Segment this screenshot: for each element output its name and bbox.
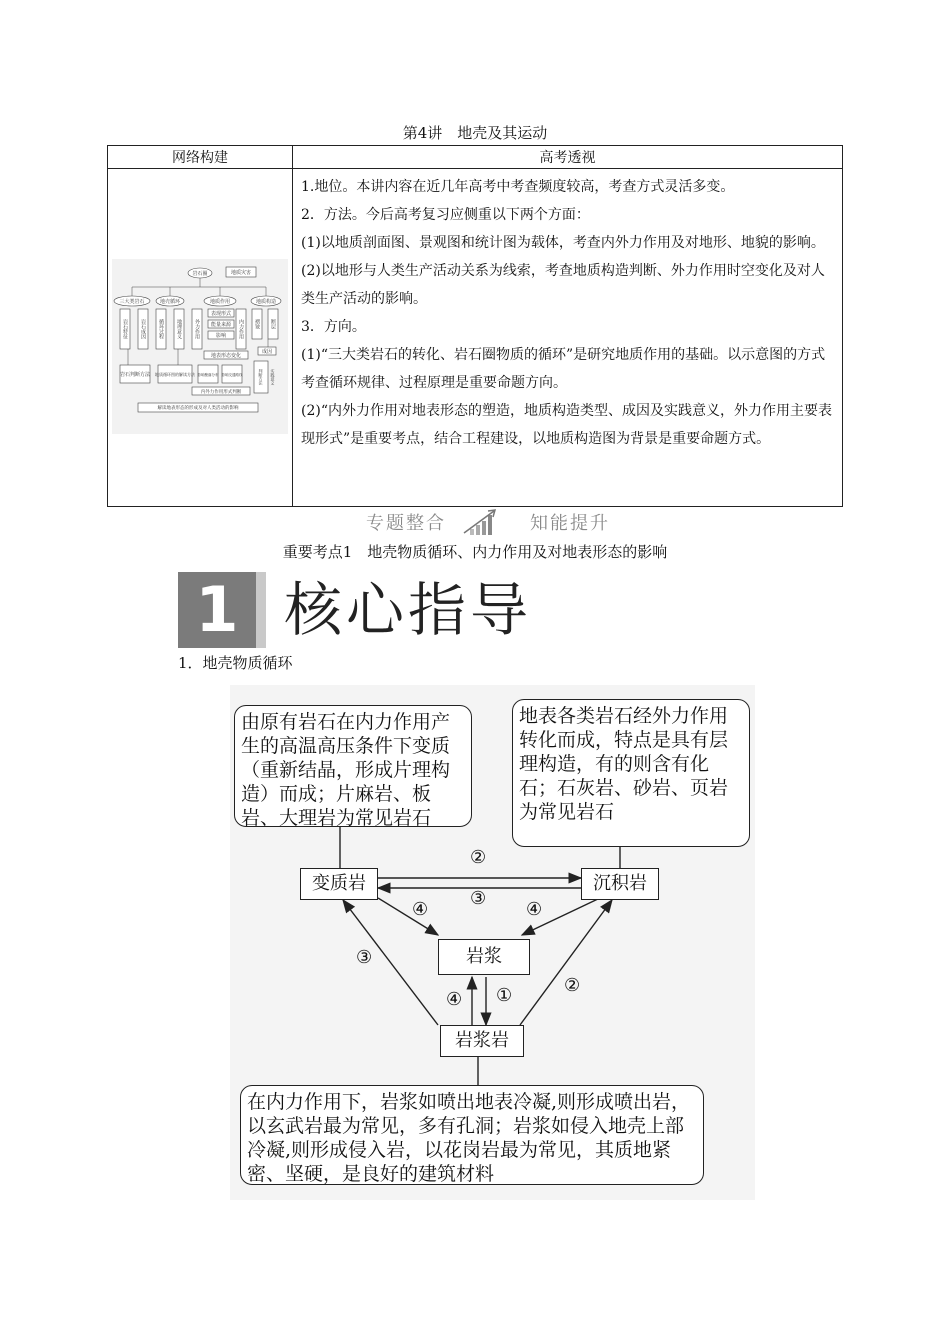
mindmap-branch-structure: 地质构造: [255, 299, 277, 305]
insight-line: (2)“内外力作用对地表形态的塑造，地质构造类型、成因及实践意义，外力作用主要表现形式”是重要考点，结合工程建设，以地质构造图为背景是重要命题方式。: [301, 403, 832, 447]
arrow-label-4-left: ④: [412, 899, 429, 920]
page-title: 第4讲 地壳及其运动: [402, 124, 548, 142]
overview-table: [107, 145, 843, 507]
mindmap-transport: 影响交通路线: [221, 373, 243, 377]
sedimentary-description: 地表各类岩石经外力作用转化而成，特点是具有层理构造，有的则含有化石；石灰岩、砂岩、页岩为常见岩石: [512, 699, 750, 847]
arrow-label-1: ①: [496, 985, 513, 1006]
mindmap-branch-geo-action: 地质作用: [209, 299, 231, 305]
mindmap-geo-meaning: 地理意义: [176, 319, 182, 339]
insight-line: (1)“三大类岩石的转化、岩石圈物质的循环”是研究地质作用的基础。以示意图的方式考查循环规律、过程原理是重要命题方向。: [301, 347, 826, 391]
metamorphic-description: 由原有岩石在内力作用产生的高温高压条件下变质（重新结晶，形成片理构造）而成；片麻岩、板岩、大理岩为常见岩石: [234, 705, 472, 827]
mindmap-bottom: 解读地表形态的形成及对人类活动的影响: [157, 406, 239, 411]
arrow-label-2-top: ②: [470, 847, 487, 868]
section-header: [178, 572, 538, 648]
mindmap-landform-change: 地表形态变化: [210, 353, 242, 359]
insight-line: 2．方法。今后高考复习应侧重以下两个方面：: [301, 207, 590, 223]
arrow-label-2-right: ②: [564, 975, 581, 996]
banner-left-text: 专题整合: [366, 513, 446, 534]
mindmap-branch-rocks: 三大类岩石: [119, 299, 145, 305]
arrow-label-3-mid: ③: [470, 888, 487, 909]
mindmap-rock-feature: 岩石特征: [122, 319, 128, 339]
insight-line: 3．方向。: [301, 319, 366, 335]
col-header-exam: 高考透视: [293, 146, 843, 169]
mindmap-rock-origin: 岩石成因: [140, 319, 146, 339]
igneous-rock-node: 岩浆岩: [440, 1025, 524, 1057]
arrow-label-4-right: ④: [526, 899, 543, 920]
banner-right-text: 知能提升: [530, 513, 610, 534]
mindmap-hazard: 地质灾害: [230, 270, 252, 276]
insight-line: (1)以地质剖面图、景观图和统计图为载体，考查内外力作用及对地形、地貌的影响。: [301, 235, 825, 251]
section-heading: 核心指导: [284, 576, 533, 644]
section-divider: [256, 572, 266, 648]
mindmap-root: 岩石圈: [192, 271, 208, 277]
arrow-label-4-bottom: ④: [446, 989, 463, 1010]
subheading: 1．地壳物质循环: [178, 654, 293, 672]
knowledge-mindmap: [108, 169, 292, 502]
mindmap-judge-method: 判断方法: [258, 369, 264, 385]
mindmap-branch-cycle: 地壳循环: [159, 299, 181, 305]
arrow-label-3-left: ③: [356, 947, 373, 968]
mindmap-cause: 成因: [261, 349, 273, 355]
mindmap-form: 表现形式: [210, 311, 232, 317]
exam-insight-cell: [293, 169, 843, 507]
mindmap-energy: 能量来源: [210, 322, 232, 328]
mindmap-cell: [108, 169, 293, 507]
metamorphic-rock-node: 变质岩: [300, 868, 378, 900]
section-number: 1: [178, 572, 256, 648]
mindmap-rock-method: 岩石判断方法: [119, 372, 151, 378]
section-banner: [310, 507, 640, 537]
key-point-heading: 重要考点1 地壳物质循环、内力作用及对地表形态的影响: [282, 543, 668, 561]
igneous-description: 在内力作用下，岩浆如喷出地表冷凝,则形成喷出岩，以玄武岩最为常见，多有孔洞；岩浆如侵入地壳上部冷凝,则形成侵入岩，以花岗岩最为常见，其质地紧密、坚硬，是良好的建筑材料: [240, 1085, 704, 1185]
insight-line: 1.地位。本讲内容在近几年高考中考查频度较高，考查方式灵活多变。: [301, 179, 735, 195]
sedimentary-rock-node: 沉积岩: [581, 868, 659, 900]
mindmap-settlement: 影响聚落分布: [197, 373, 219, 377]
mindmap-cycle-method: 地质循环图的解读方法: [155, 372, 195, 377]
mindmap-external-force: 外力作用: [194, 319, 200, 339]
magma-node: 岩浆: [438, 939, 530, 975]
mindmap-fold: 褶皱: [254, 319, 260, 329]
mindmap-impact: 影响: [215, 333, 227, 339]
col-header-network: 网络构建: [108, 146, 293, 169]
insight-line: (2)以地形与人类生产活动关系为线索，考查地质构造判断、外力作用时空变化及对人类生产活动的影响。: [301, 263, 825, 307]
mindmap-internal-force: 内力作用: [238, 319, 244, 339]
mindmap-cycle-process: 循环过程: [158, 319, 164, 339]
mindmap-practice: 实践意义: [270, 369, 276, 385]
mindmap-force-judge: 内外力作用形式判断: [200, 390, 242, 395]
rising-chart-icon: [460, 507, 500, 537]
rock-cycle-diagram: [230, 685, 755, 1200]
mindmap-fault: 断层: [270, 319, 276, 329]
